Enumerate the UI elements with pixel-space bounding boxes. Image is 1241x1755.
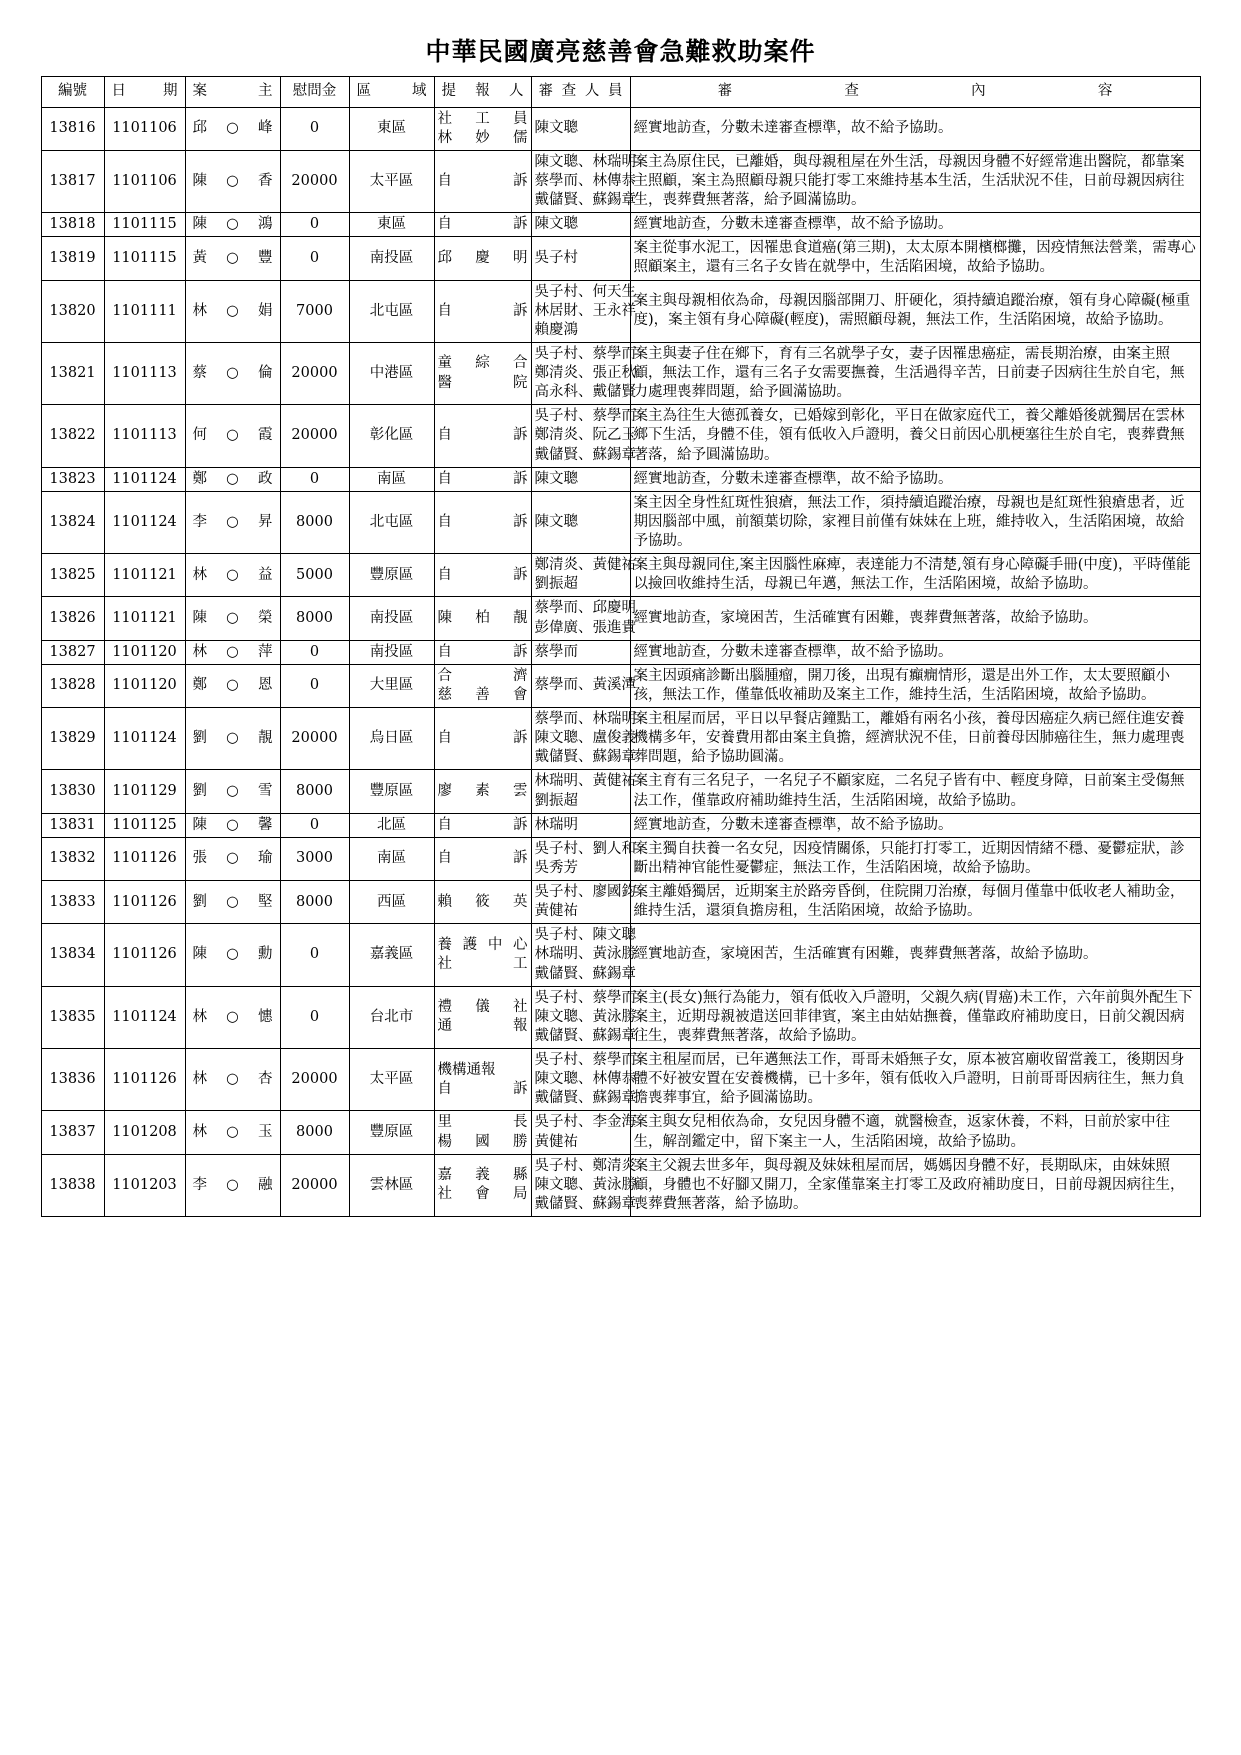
cell-money: 8000 [280,770,349,813]
cell-name: 李 ○ 融 [185,1154,280,1216]
table-row [41,986,1200,1048]
cell-reviewer: 吳子村、李金海 黃健祐 [531,1111,630,1154]
column-header-reviewer-text: 審 查 人 員 [538,82,623,99]
table-row [41,342,1200,404]
cell-area: 豐原區 [349,1111,434,1154]
cell-money: 20000 [280,1049,349,1111]
cell-area: 東區 [349,213,434,237]
cell-money: 0 [280,664,349,707]
table-row [41,597,1200,640]
cell-date: 1101111 [104,280,185,342]
cell-date: 1101113 [104,342,185,404]
cell-content: 案主為原住民，已離婚，與母親租屋在外生活，母親因身體不好經常進出醫院，都靠案主照顧，案主為照顧母親只能打零工來維持基本生活，生活狀況不佳，日前母親因病往生，喪葬費無著落，給予圓滿協助。 [630,150,1200,212]
cell-referrer: 童 綜 合 醫 院 [434,342,531,404]
cell-referrer: 自 訴 [434,491,531,553]
cell-content: 案主育有三名兒子，一名兒子不顧家庭，二名兒子皆有中、輕度身障，日前案主受傷無法工作，僅靠政府補助維持生活，生活陷困境，故給予協助。 [630,770,1200,813]
cell-referrer: 賴 筱 英 [434,881,531,924]
table-row [41,1154,1200,1216]
cell-date: 1101115 [104,213,185,237]
table-row [41,924,1200,986]
table-row [41,837,1200,880]
cell-reviewer: 鄭清炎、黃健祐 劉振超 [531,554,630,597]
column-header-area-text: 區 域 [356,82,427,99]
cell-content: 案主與母親相依為命，母親因腦部開刀、肝硬化，須持續追蹤治療，領有身心障礙(極重度)，案主領有身心障礙(輕度)，需照顧母親，無法工作，生活陷困境，故給予協助。 [630,280,1200,342]
cell-referrer: 嘉 義 縣 社 會 局 [434,1154,531,1216]
cell-date: 1101124 [104,986,185,1048]
cell-reviewer: 陳文聰、林瑞明 蔡學而、林傳恭 戴儲賢、蘇錫章 [531,150,630,212]
cell-id: 13824 [41,491,104,553]
cell-name: 林 ○ 玉 [185,1111,280,1154]
cell-name: 張 ○ 瑜 [185,837,280,880]
cell-reviewer: 吳子村、蔡學而 鄭清炎、阮乙玉 戴儲賢、蘇錫章 [531,405,630,467]
cell-reviewer: 吳子村、陳文聰 林瑞明、黃泳勝 戴儲賢、蘇錫章 [531,924,630,986]
cell-name: 李 ○ 昇 [185,491,280,553]
cell-name: 邱 ○ 峰 [185,107,280,150]
cell-name: 陳 ○ 馨 [185,813,280,837]
cell-reviewer: 蔡學而 [531,640,630,664]
cell-name: 劉 ○ 堅 [185,881,280,924]
cell-money: 8000 [280,881,349,924]
column-header-content-text: 審 查 內 容 [717,82,1113,99]
cell-area: 中港區 [349,342,434,404]
cell-referrer: 陳 柏 靚 [434,597,531,640]
column-header-money: 慰問金 [280,76,349,107]
cell-money: 3000 [280,837,349,880]
cell-referrer: 自 訴 [434,150,531,212]
cell-date: 1101121 [104,597,185,640]
cell-content: 案主為往生大德孤養女，已婚嫁到彰化，平日在做家庭代工，養父離婚後就獨居在雲林鄉下生活，身體不佳，領有低收入戶證明，養父日前因心肌梗塞往生於自宅，喪葬費無著落，給予圓滿協助。 [630,405,1200,467]
cell-id: 13837 [41,1111,104,1154]
cell-money: 7000 [280,280,349,342]
cell-reviewer: 吳子村、鄭清炎 陳文聰、黃泳勝 戴儲賢、蘇錫章 [531,1154,630,1216]
cell-reviewer: 吳子村、何天生 林居財、王永祥 賴慶鴻 [531,280,630,342]
cell-id: 13829 [41,708,104,770]
cell-reviewer: 陳文聰 [531,467,630,491]
cell-content: 經實地訪查，分數未達審查標準，故不給予協助。 [630,107,1200,150]
cell-content: 經實地訪查，分數未達審查標準，故不給予協助。 [630,467,1200,491]
cell-money: 0 [280,213,349,237]
cell-date: 1101106 [104,107,185,150]
cell-content: 案主租屋而居，已年邁無法工作，哥哥未婚無子女，原本被宮廟收留當義工，後期因身體不好被安置在安養機構，已十多年，領有低收入戶證明，日前哥哥因病往生，無力負擔喪葬事宜，給予圓滿協助。 [630,1049,1200,1111]
cell-area: 台北市 [349,986,434,1048]
header-row [41,76,1200,107]
cell-id: 13831 [41,813,104,837]
cell-id: 13832 [41,837,104,880]
cell-area: 南區 [349,837,434,880]
cell-referrer: 自 訴 [434,837,531,880]
table-row [41,554,1200,597]
cell-id: 13833 [41,881,104,924]
cell-area: 南投區 [349,237,434,280]
column-header-reviewer [531,76,630,107]
table-row [41,150,1200,212]
cell-money: 20000 [280,708,349,770]
table-row [41,467,1200,491]
table-body [41,107,1200,1217]
column-header-content [630,76,1200,107]
cell-content: 案主獨自扶養一名女兒，因疫情關係，只能打打零工，近期因情緒不穩、憂鬱症狀，診斷出精神官能性憂鬱症，無法工作，生活陷困境，故給予協助。 [630,837,1200,880]
cell-content: 案主與妻子住在鄉下，育有三名就學子女，妻子因罹患癌症，需長期治療，由案主照顧，無法工作，還有三名子女需要撫養，生活過得辛苦，日前妻子因病往生於自宅，無力處理喪葬問題，給予圓滿協助。 [630,342,1200,404]
cell-money: 8000 [280,491,349,553]
table-row [41,664,1200,707]
cell-name: 黃 ○ 豐 [185,237,280,280]
cell-money: 5000 [280,554,349,597]
cell-name: 林 ○ 萍 [185,640,280,664]
cell-money: 0 [280,107,349,150]
column-header-date-text: 日 期 [111,82,178,99]
cell-name: 蔡 ○ 倫 [185,342,280,404]
cell-reviewer: 吳子村、蔡學而 鄭清炎、張正秋 高永科、戴儲賢 [531,342,630,404]
cell-id: 13834 [41,924,104,986]
cell-money: 0 [280,924,349,986]
cell-reviewer: 吳子村、蔡學而 陳文聰、黃泳勝 戴儲賢、蘇錫章 [531,986,630,1048]
cell-id: 13821 [41,342,104,404]
cell-date: 1101126 [104,837,185,880]
cell-content: 案主離婚獨居，近期案主於路旁昏倒，住院開刀治療，每個月僅靠中低收老人補助金，維持生活，還須負擔房租，生活陷困境，故給予協助。 [630,881,1200,924]
cell-name: 陳 ○ 香 [185,150,280,212]
cell-reviewer: 蔡學而、黃溪潭 [531,664,630,707]
cell-date: 1101129 [104,770,185,813]
cell-name: 鄭 ○ 政 [185,467,280,491]
cell-content: 案主父親去世多年，與母親及妹妹租屋而居，媽媽因身體不好，長期臥床，由妹妹照顧，身體也不好腳又開刀，全家僅靠案主打零工及政府補助度日，日前母親因病往生，喪葬費無著落，給予協助。 [630,1154,1200,1216]
cell-id: 13827 [41,640,104,664]
cell-money: 0 [280,467,349,491]
cell-area: 南投區 [349,640,434,664]
case-table [41,76,1201,1218]
column-header-name-text: 案 主 [192,82,273,99]
cell-referrer: 自 訴 [434,280,531,342]
cell-area: 東區 [349,107,434,150]
cell-name: 陳 ○ 榮 [185,597,280,640]
cell-id: 13818 [41,213,104,237]
table-row [41,1111,1200,1154]
table-row [41,770,1200,813]
column-header-name [185,76,280,107]
cell-area: 南投區 [349,597,434,640]
cell-name: 劉 ○ 靚 [185,708,280,770]
cell-referrer: 自 訴 [434,708,531,770]
cell-date: 1101125 [104,813,185,837]
cell-referrer: 自 訴 [434,405,531,467]
cell-id: 13822 [41,405,104,467]
cell-money: 8000 [280,1111,349,1154]
cell-area: 嘉義區 [349,924,434,986]
cell-content: 案主從事水泥工，因罹患食道癌(第三期)，太太原本開檳榔攤，因疫情無法營業，需專心照顧案主，還有三名子女皆在就學中，生活陷困境，故給予協助。 [630,237,1200,280]
cell-area: 北區 [349,813,434,837]
cell-content: 案主(長女)無行為能力，領有低收入戶證明，父親久病(胃癌)未工作，六年前與外配生下案主，近期母親被遣送回菲律賓，案主由姑姑撫養，僅靠政府補助度日，日前父親因病往生，喪葬費無著落，故給予協助。 [630,986,1200,1048]
cell-reviewer: 陳文聰 [531,213,630,237]
cell-name: 陳 ○ 勳 [185,924,280,986]
cell-id: 13836 [41,1049,104,1111]
cell-area: 北屯區 [349,491,434,553]
cell-referrer: 機構通報 自 訴 [434,1049,531,1111]
cell-content: 案主因全身性紅斑性狼瘡，無法工作，須持續追蹤治療，母親也是紅斑性狼瘡患者，近期因腦部中風，前額葉切除，家裡目前僅有妹妹在上班，維持收入，生活陷困境，故給予協助。 [630,491,1200,553]
cell-content: 經實地訪查，分數未達審查標準，故不給予協助。 [630,813,1200,837]
cell-id: 13819 [41,237,104,280]
cell-id: 13828 [41,664,104,707]
cell-name: 陳 ○ 鴻 [185,213,280,237]
cell-id: 13838 [41,1154,104,1216]
cell-name: 鄭 ○ 恩 [185,664,280,707]
cell-id: 13825 [41,554,104,597]
cell-area: 豐原區 [349,554,434,597]
cell-referrer: 禮 儀 社 通 報 [434,986,531,1048]
cell-referrer: 自 訴 [434,554,531,597]
cell-date: 1101208 [104,1111,185,1154]
cell-date: 1101124 [104,708,185,770]
table-row [41,237,1200,280]
cell-id: 13816 [41,107,104,150]
table-row [41,881,1200,924]
cell-area: 豐原區 [349,770,434,813]
cell-reviewer: 吳子村、劉人和 吳秀芳 [531,837,630,880]
column-header-referrer [434,76,531,107]
cell-referrer: 里 長 楊 國 勝 [434,1111,531,1154]
cell-money: 20000 [280,342,349,404]
cell-date: 1101126 [104,924,185,986]
cell-name: 何 ○ 霞 [185,405,280,467]
column-header-id: 編號 [41,76,104,107]
cell-area: 西區 [349,881,434,924]
cell-id: 13817 [41,150,104,212]
table-row [41,107,1200,150]
cell-money: 0 [280,237,349,280]
cell-referrer: 自 訴 [434,640,531,664]
cell-name: 林 ○ 娟 [185,280,280,342]
cell-content: 案主因頭痛診斷出腦腫瘤，開刀後，出現有癲癇情形，還是出外工作，太太要照顧小孩，無法工作，僅靠低收補助及案主工作，維持生活，生活陷困境，故給予協助。 [630,664,1200,707]
cell-id: 13835 [41,986,104,1048]
cell-id: 13826 [41,597,104,640]
cell-id: 13823 [41,467,104,491]
cell-money: 0 [280,986,349,1048]
cell-area: 太平區 [349,150,434,212]
cell-id: 13830 [41,770,104,813]
cell-money: 8000 [280,597,349,640]
cell-area: 南區 [349,467,434,491]
cell-date: 1101124 [104,491,185,553]
cell-date: 1101106 [104,150,185,212]
cell-date: 1101115 [104,237,185,280]
table-row [41,213,1200,237]
cell-area: 彰化區 [349,405,434,467]
table-row [41,405,1200,467]
cell-referrer: 養 護 中 心 社 工 [434,924,531,986]
table-header [41,76,1200,107]
cell-area: 北屯區 [349,280,434,342]
cell-referrer: 社 工 員 林 妙 儒 [434,107,531,150]
cell-content: 經實地訪查，分數未達審查標準，故不給予協助。 [630,640,1200,664]
cell-reviewer: 林瑞明 [531,813,630,837]
cell-area: 雲林區 [349,1154,434,1216]
cell-money: 20000 [280,405,349,467]
table-row [41,1049,1200,1111]
cell-referrer: 合 濟 慈 善 會 [434,664,531,707]
cell-name: 林 ○ 憓 [185,986,280,1048]
cell-name: 林 ○ 益 [185,554,280,597]
cell-referrer: 邱 慶 明 [434,237,531,280]
cell-content: 案主租屋而居，平日以早餐店鐘點工，離婚有兩名小孩，養母因癌症久病已經住進安養機構多年，安養費用都由案主負擔，經濟狀況不佳，日前養母因肺癌往生，無力處理喪葬問題，給予協助圓滿。 [630,708,1200,770]
cell-area: 大里區 [349,664,434,707]
cell-reviewer: 吳子村、廖國鈞 黃健祐 [531,881,630,924]
cell-referrer: 自 訴 [434,813,531,837]
cell-name: 劉 ○ 雪 [185,770,280,813]
cell-reviewer: 蔡學而、林瑞明 陳文聰、盧俊義 戴儲賢、蘇錫章 [531,708,630,770]
cell-content: 經實地訪查，分數未達審查標準，故不給予協助。 [630,213,1200,237]
cell-id: 13820 [41,280,104,342]
table-row [41,491,1200,553]
cell-reviewer: 吳子村、蔡學而 陳文聰、林傳恭 戴儲賢、蘇錫章 [531,1049,630,1111]
cell-date: 1101121 [104,554,185,597]
cell-area: 烏日區 [349,708,434,770]
cell-money: 20000 [280,1154,349,1216]
cell-date: 1101124 [104,467,185,491]
cell-date: 1101126 [104,881,185,924]
cell-content: 案主與女兒相依為命，女兒因身體不適，就醫檢查，返家休養，不料，日前於家中往生，解剖鑑定中，留下案主一人，生活陷困境，故給予協助。 [630,1111,1200,1154]
cell-money: 0 [280,640,349,664]
cell-date: 1101126 [104,1049,185,1111]
cell-reviewer: 陳文聰 [531,491,630,553]
page-title: 中華民國廣亮慈善會急難救助案件 [425,37,816,66]
cell-referrer: 自 訴 [434,467,531,491]
column-header-date [104,76,185,107]
column-header-area [349,76,434,107]
column-header-referrer-text: 提 報 人 [441,82,524,99]
table-row [41,640,1200,664]
cell-content: 經實地訪查，家境困苦，生活確實有困難，喪葬費無著落，故給予協助。 [630,924,1200,986]
cell-name: 林 ○ 杏 [185,1049,280,1111]
cell-reviewer: 蔡學而、邱慶明 彭偉廣、張進貴 [531,597,630,640]
table-row [41,280,1200,342]
cell-referrer: 自 訴 [434,213,531,237]
cell-reviewer: 陳文聰 [531,107,630,150]
cell-reviewer: 林瑞明、黃健祐 劉振超 [531,770,630,813]
cell-area: 太平區 [349,1049,434,1111]
cell-money: 0 [280,813,349,837]
cell-content: 經實地訪查，家境困苦，生活確實有困難，喪葬費無著落，故給予協助。 [630,597,1200,640]
cell-money: 20000 [280,150,349,212]
table-row [41,813,1200,837]
cell-date: 1101113 [104,405,185,467]
cell-content: 案主與母親同住,案主因腦性麻痺，表達能力不清楚,領有身心障礙手冊(中度)，平時僅能以撿回收維持生活，母親已年邁，無法工作，生活陷困境，故給予協助。 [630,554,1200,597]
cell-date: 1101120 [104,640,185,664]
cell-reviewer: 吳子村 [531,237,630,280]
cell-date: 1101203 [104,1154,185,1216]
table-row [41,708,1200,770]
cell-referrer: 廖 素 雲 [434,770,531,813]
cell-date: 1101120 [104,664,185,707]
